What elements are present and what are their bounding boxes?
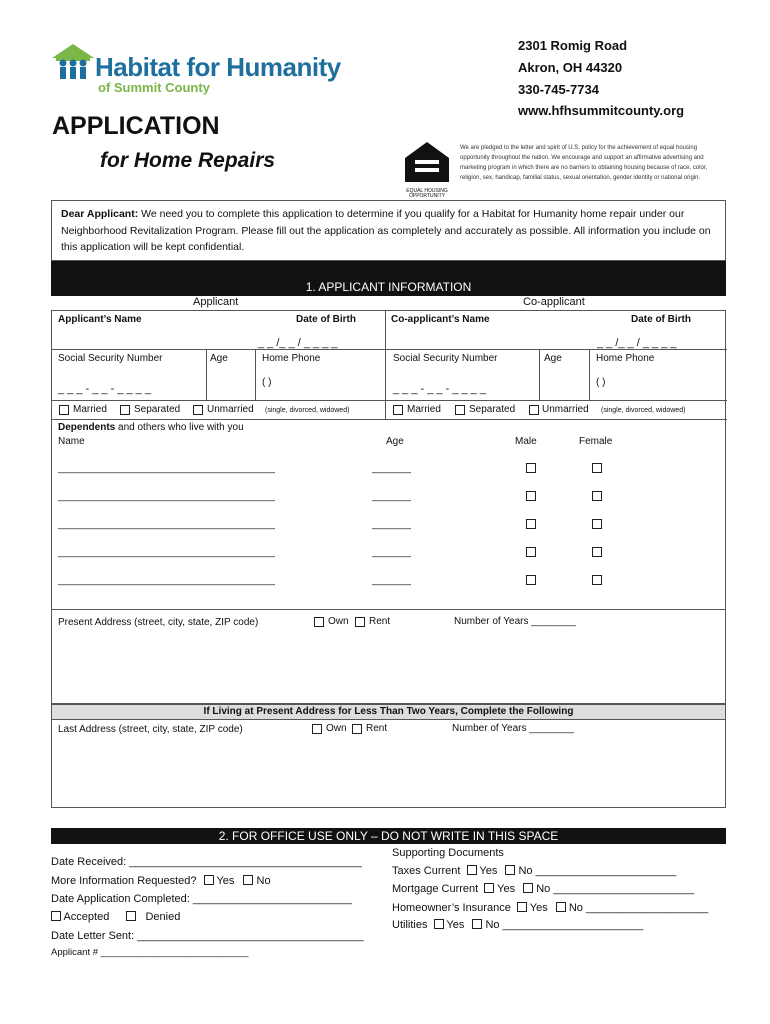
address-line1: 2301 Romig Road <box>518 38 628 53</box>
coapplicant-name-label: Co-applicant’s Name <box>391 314 490 325</box>
female-checkbox[interactable] <box>592 491 602 501</box>
taxes-no-field[interactable]: No _______________________ <box>518 865 677 877</box>
female-checkbox[interactable] <box>592 575 602 585</box>
taxes-yes-label: Yes <box>479 865 498 877</box>
list-item <box>52 489 727 517</box>
applicant-col: Applicant <box>193 296 239 308</box>
more-info-label: More Information Requested? <box>51 875 197 887</box>
male-checkbox[interactable] <box>526 519 536 529</box>
col-female: Female <box>579 436 613 447</box>
utilities-yes-label: Yes <box>446 919 465 931</box>
mortgage-no-checkbox[interactable] <box>523 883 533 893</box>
last-rent-label: Rent <box>366 723 388 734</box>
insurance-no-field[interactable]: No ____________________ <box>568 902 709 914</box>
date-completed-field[interactable]: Date Application Completed: __________________________ <box>51 893 352 905</box>
coapplicant-dob-field[interactable]: _ _ /_ _ / _ _ _ _ <box>597 337 677 349</box>
applicant-ssn-field[interactable]: _ _ _ - _ _ - _ _ _ _ <box>58 383 151 395</box>
present-address-section <box>51 610 726 704</box>
coapplicant-age-label: Age <box>544 353 562 364</box>
dependents-label: Dependents and others who live with you <box>58 422 244 433</box>
last-own-checkbox[interactable] <box>312 724 322 734</box>
present-address-label: Present Address (street, city, state, ZIP code) <box>58 617 259 628</box>
eho-label: EQUAL HOUSING OPPORTUNITY <box>406 188 448 199</box>
more-info-yes-checkbox[interactable] <box>204 875 214 885</box>
insurance-yes-label: Yes <box>529 902 548 914</box>
dependent-age-field[interactable]: _______ <box>372 547 411 558</box>
dependent-age-field[interactable]: _______ <box>372 491 411 502</box>
utilities-row <box>392 919 643 931</box>
co-separated-label: Separated <box>469 404 516 415</box>
rent-label: Rent <box>369 616 391 627</box>
applicant-number-field[interactable]: Applicant # ____________________________ <box>51 947 249 958</box>
mortgage-label: Mortgage Current <box>392 883 479 895</box>
address-line2: Akron, OH 44320 <box>518 60 623 75</box>
applicant-unmarried-checkbox[interactable] <box>193 405 203 415</box>
more-info-yes-label: Yes <box>216 875 235 887</box>
insurance-yes-checkbox[interactable] <box>517 902 527 912</box>
female-checkbox[interactable] <box>592 519 602 529</box>
more-info-row <box>51 875 271 887</box>
mortgage-no-field[interactable]: No _______________________ <box>536 883 695 895</box>
applicant-header-row <box>51 296 726 310</box>
coapplicant-dob-label: Date of Birth <box>631 314 691 325</box>
decision-row <box>51 911 180 923</box>
applicant-dob-label: Date of Birth <box>296 314 356 325</box>
denied-checkbox[interactable] <box>126 911 136 921</box>
utilities-yes-checkbox[interactable] <box>434 919 444 929</box>
applicant-age-label: Age <box>210 353 228 364</box>
utilities-label: Utilities <box>392 919 428 931</box>
married-label: Married <box>73 404 107 415</box>
list-item <box>52 461 727 489</box>
applicant-ssn-label: Social Security Number <box>58 353 163 364</box>
intro-body: We need you to complete this application to determine if you qualify for a Habitat for Humanity home repair under our Neighborhood Revitalization Program. Please fill out the application as completely and accurately as possible. All information you include on this application will be kept confidential. <box>61 208 711 253</box>
col-age: Age <box>386 436 404 447</box>
denied-label: Denied <box>145 911 181 923</box>
unmarried-note: (single, divorced, widowed) <box>265 407 350 414</box>
unmarried-label: Unmarried <box>207 404 254 415</box>
applicant-name-label: Applicant’s Name <box>58 314 142 325</box>
coapplicant-phone-label: Home Phone <box>596 353 655 364</box>
dependent-age-field[interactable]: _______ <box>372 463 411 474</box>
website: www.hfhsummitcounty.org <box>518 103 685 118</box>
list-item <box>52 545 727 573</box>
mortgage-yes-checkbox[interactable] <box>484 883 494 893</box>
last-own-label: Own <box>326 723 347 734</box>
equal-housing-icon <box>403 140 451 199</box>
supporting-docs-label: Supporting Documents <box>392 847 504 859</box>
insurance-row <box>392 902 708 914</box>
accepted-checkbox[interactable] <box>51 911 61 921</box>
org-sub: of Summit County <box>98 80 210 95</box>
own-checkbox[interactable] <box>314 617 324 627</box>
coapplicant-ssn-label: Social Security Number <box>393 353 498 364</box>
coapplicant-col: Co-applicant <box>523 296 585 308</box>
applicant-phone-label: Home Phone <box>262 353 321 364</box>
dependent-name-field[interactable]: _______________________________________ <box>58 519 275 530</box>
male-checkbox[interactable] <box>526 491 536 501</box>
phone: 330-745-7734 <box>518 82 599 97</box>
habitat-logo <box>52 44 94 80</box>
list-item <box>52 573 727 601</box>
accepted-label: Accepted <box>63 911 110 923</box>
female-checkbox[interactable] <box>592 547 602 557</box>
page-title: APPLICATION <box>52 112 220 140</box>
taxes-yes-checkbox[interactable] <box>467 865 477 875</box>
utilities-no-field[interactable]: No _______________________ <box>485 919 644 931</box>
org-name: Habitat for Humanity <box>95 52 341 82</box>
col-name: Name <box>58 436 85 447</box>
applicant-dob-field[interactable]: _ _ /_ _ / _ _ _ _ <box>258 337 338 349</box>
dependent-name-field[interactable]: _______________________________________ <box>58 463 275 474</box>
col-male: Male <box>515 436 537 447</box>
co-unmarried-note: (single, divorced, widowed) <box>601 407 686 414</box>
co-unmarried-label: Unmarried <box>542 404 589 415</box>
taxes-no-checkbox[interactable] <box>505 865 515 875</box>
page-subtitle: for Home Repairs <box>100 149 276 172</box>
pledge-text: We are pledged to the letter and spirit of U.S. policy for the achievement of equal housing opportunity throughout the nation. We encourage and support an affirmative advertising and marketing program in which there are no barriers to obtaining housing because of race, color, religion, sex, handicap, familial status, sexual orientation, gender identity or national origin. <box>460 145 708 181</box>
coapplicant-unmarried-checkbox[interactable] <box>529 405 539 415</box>
co-married-label: Married <box>407 404 441 415</box>
more-info-no-checkbox[interactable] <box>243 875 253 885</box>
insurance-no-checkbox[interactable] <box>556 902 566 912</box>
date-letter-field[interactable]: Date Letter Sent: _____________________________________ <box>51 930 364 942</box>
taxes-row <box>392 865 676 877</box>
male-checkbox[interactable] <box>526 463 536 473</box>
section1-title: 1. APPLICANT INFORMATION <box>305 280 472 294</box>
last-years-field[interactable]: Number of Years ________ <box>452 723 574 734</box>
dependent-age-field[interactable]: _______ <box>372 575 411 586</box>
intro-box <box>51 200 726 261</box>
intro-lead: Dear Applicant: <box>61 208 139 220</box>
dependent-name-field[interactable]: _______________________________________ <box>58 547 275 558</box>
last-address-label: Last Address (street, city, state, ZIP code) <box>58 724 243 735</box>
male-checkbox[interactable] <box>526 547 536 557</box>
insurance-label: Homeowner’s Insurance <box>392 902 511 914</box>
male-checkbox[interactable] <box>526 575 536 585</box>
last-address-section <box>51 720 726 808</box>
coapplicant-phone-field[interactable]: ( ) <box>596 377 606 388</box>
utilities-no-checkbox[interactable] <box>472 919 482 929</box>
female-checkbox[interactable] <box>592 463 602 473</box>
coapplicant-separated-checkbox[interactable] <box>455 405 465 415</box>
years-field[interactable]: Number of Years ________ <box>454 616 576 627</box>
date-received-field[interactable]: Date Received: ______________________________________ <box>51 856 362 868</box>
applicant-phone-field[interactable]: ( ) <box>262 377 272 388</box>
list-item <box>52 517 727 545</box>
applicant-info-section <box>51 310 726 610</box>
separated-label: Separated <box>134 404 181 415</box>
applicant-separated-checkbox[interactable] <box>120 405 130 415</box>
taxes-label: Taxes Current <box>392 865 461 877</box>
dependent-name-field[interactable]: _______________________________________ <box>58 491 275 502</box>
dependent-name-field[interactable]: _______________________________________ <box>58 575 275 586</box>
applicant-married-checkbox[interactable] <box>59 405 69 415</box>
coapplicant-ssn-field[interactable]: _ _ _ - _ _ - _ _ _ _ <box>393 383 486 395</box>
section1-header <box>51 261 726 296</box>
coapplicant-married-checkbox[interactable] <box>393 405 403 415</box>
section2-title: 2. FOR OFFICE USE ONLY – DO NOT WRITE IN THIS SPACE <box>51 828 726 844</box>
last-rent-checkbox[interactable] <box>352 724 362 734</box>
less-than-two-years-bar: If Living at Present Address for Less Than Two Years, Complete the Following <box>51 704 726 720</box>
own-label: Own <box>328 616 349 627</box>
mortgage-yes-label: Yes <box>497 883 516 895</box>
mortgage-row <box>392 883 694 895</box>
rent-checkbox[interactable] <box>355 617 365 627</box>
more-info-no-label: No <box>256 875 271 887</box>
dependent-age-field[interactable]: _______ <box>372 519 411 530</box>
